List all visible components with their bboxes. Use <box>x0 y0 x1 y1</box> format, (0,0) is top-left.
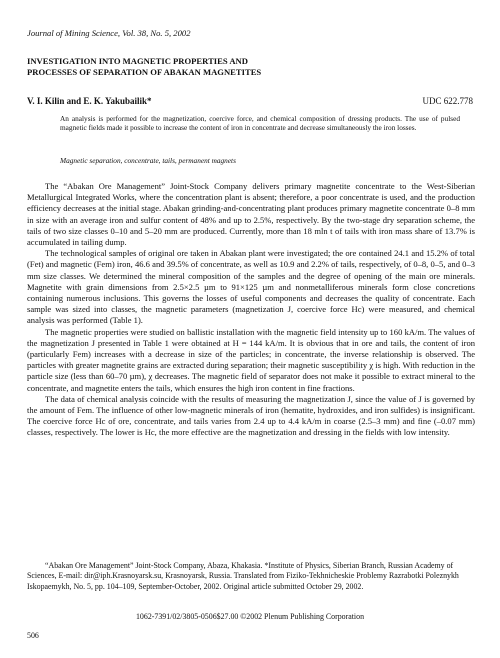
paragraph-2: The technological samples of original ore taken in Abakan plant were investigated; the ore contained 24.1 and 15.2% of total (Fet) and magnetic (Fem) iron, 46.6 and 39.5% of concentrate, as well as 10.9 and 2.2% of tails, respectively, of 0–8, 0–5, and 0–3 mm size classes. We determined the mineral composition of the samples and the degree of opening of the main ore minerals. Magnetite with grain dimensions from 2.5×2.5 µm to 91×125 µm and nonmetalliferous minerals form close concretions containing numerous inclusions. This governs the losses of useful components and decreases the quality of concentrate. Each sample was sized into classes, the magnetic parameters (magnetization J, coercive force Hc) were measured, and chemical analysis was performed (Table 1). <box>27 248 475 326</box>
copyright-line: 1062-7391/02/3805-0506$27.00 ©2002 Plenum Publishing Corporation <box>135 612 365 621</box>
paragraph-4: The data of chemical analysis coincide with the results of measuring the magnetization J, since the value of J is governed by the amount of Fem. The influence of other low-magnetic minerals of iron (hematite, hydroxides, and iron sulfides) is insignificant. The coercive force Hc of ore, concentrate, and tails varies from 2.4 up to 4.4 kA/m in coarse (2.5–3 mm) and fine (–0.07 mm) classes, respectively. The lower is Hc, the more effective are the magnetization and dressing in the fields with low intensity. <box>27 393 475 438</box>
paragraph-1: The “Abakan Ore Management” Joint-Stock Company delivers primary magnetite concentrate to the West-Siberian Metallurgical Integrated Works, where the concentration plant is absent; therefore, a poor concentrate is used, and the production efficiency decreases at the initial stage. Abakan grinding-and-concentrating plant produces primary magnetite concentrate 0–8 mm in size with an average iron and sulfur content of 48% and up to 2.5%, respectively. By the two-stage dry separation scheme, the tails of two size classes 0–10 and 5–20 mm are produced. Currently, more than 18 mln t of tails with iron mass share of 13.7% is accumulated in tailing dump. <box>27 181 475 248</box>
title-line-2: PROCESSES OF SEPARATION OF ABAKAN MAGNETITES <box>27 67 262 77</box>
authors: V. I. Kilin and E. K. Yakubailik* <box>27 96 152 106</box>
title-line-1: INVESTIGATION INTO MAGNETIC PROPERTIES AND <box>27 56 248 66</box>
article-body <box>27 181 475 439</box>
article-title <box>27 56 467 78</box>
abstract: An analysis is performed for the magnetization, coercive force, and chemical composition of dressing products. The use of pulsed magnetic fields made it possible to increase the content of iron in concentrate and decrease simultaneously the iron losses. <box>60 114 460 133</box>
udc-code: UDC 622.778 <box>422 96 473 106</box>
footnote <box>27 561 475 592</box>
page-number: 506 <box>27 631 39 640</box>
footnote-text: “Abakan Ore Management” Joint-Stock Company, Abaza, Khakasia. *Institute of Physics, Siberian Branch, Russian Academy of Sciences, E-mail: dir@iph.Krasnoyarsk.su, Krasnoyarsk, Russia. Translated from Fiziko-Tekhnicheskie Problemy Razrabotki Poleznykh Iskopaemykh, No. 5, pp. 104–109, September-October, 2002. Original article submitted October 29, 2002. <box>27 561 459 591</box>
paragraph-3: The magnetic properties were studied on ballistic installation with the magnetic field intensity up to 160 kA/m. The values of the magnetization J presented in Table 1 were obtained at H = 144 kA/m. It is obvious that in ore and tails, the content of iron (particularly Fem) increases with a decrease in size of the particles; in concentrate, the inverse relationship is observed. The particles with greater magnetite grains are extracted during separation; their magnetic susceptibility χ is high. With reduction in the particle size (less than 60–70 µm), χ decreases. The magnetic field of separator does not make it possible to extract mineral to the concentrate, and magnetite enters the tails, which ensures the high iron content in fine fractions. <box>27 326 475 393</box>
keywords: Magnetic separation, concentrate, tails, permanent magnets <box>60 156 236 165</box>
journal-header: Journal of Mining Science, Vol. 38, No. 5, 2002 <box>27 28 191 38</box>
